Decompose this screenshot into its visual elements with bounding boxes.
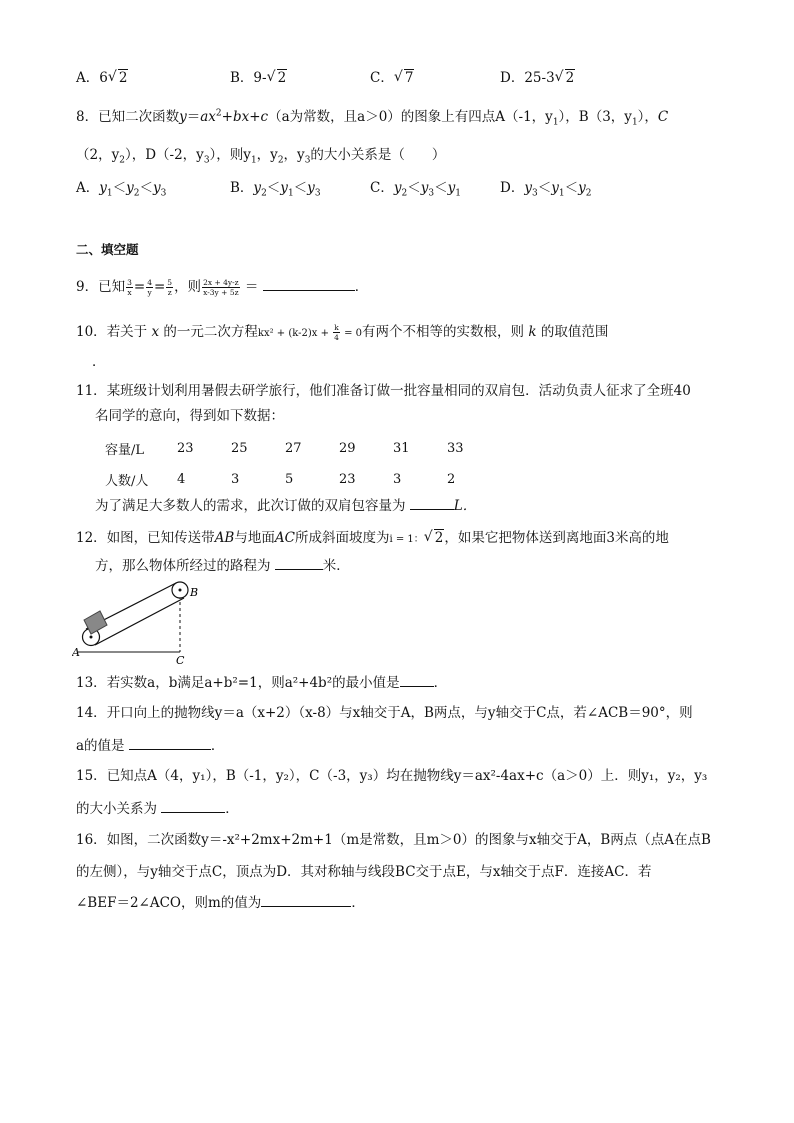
q12-line-1: 12．如图，已知传送带AB与地面AC所成斜面坡度为i = 1：√ 2，如果它把物体送到离地面3米高的地 bbox=[76, 528, 669, 550]
label-b: B bbox=[190, 586, 199, 599]
q12-line-2: 方，那么物体所经过的路程为 米． bbox=[95, 555, 350, 576]
q8-option-c[interactable]: C．$y_2<y_3<y_1$ bbox=[370, 180, 461, 199]
fraction: $\frac{2x + 4y-z}{x-3y + 5z}$ bbox=[203, 278, 239, 297]
q11-line-3: 为了满足大多数人的需求，此次订做的双肩包容量为 L． bbox=[95, 495, 476, 516]
label-a: A bbox=[72, 646, 80, 659]
q15-line-1: 15．已知点A（4，y₁），B（-1，y₂），C（-3，y₃）均在抛物线y＝ax²-4ax+c（a＞0）上．则y₁，y₂，y₃ bbox=[76, 768, 708, 784]
q16-line-3: ∠BEF＝2∠ACO，则m的值为 ． bbox=[76, 892, 365, 913]
q8-option-b[interactable]: B．$y_2<y_1<y_3$ bbox=[230, 180, 321, 199]
answer-blank[interactable] bbox=[161, 798, 225, 813]
q10-line-2: ． bbox=[92, 354, 106, 370]
q9-line: 9．已知 $\frac{3}{x}$ = $\frac{4}{y}$ = $\frac{5}{z}$ ，则 $\frac{2x + 4y-z}{x-3y + 5z}$ ＝ ． bbox=[76, 278, 369, 297]
fraction: $\frac{k}{4}$ bbox=[334, 323, 339, 342]
q8-option-a[interactable]: A．$y_1<y_2<y_3$ bbox=[76, 180, 167, 199]
q11-line-1: 11．某班级计划利用暑假去研学旅行，他们准备订做一批容量相同的双肩包．活动负责人征求了全班40 bbox=[76, 383, 691, 399]
table-row: 人数/人 4 3 5 23 3 2 bbox=[105, 472, 456, 489]
answer-blank[interactable] bbox=[400, 672, 434, 687]
sqrt-symbol: √ 2 bbox=[108, 68, 129, 88]
q13-line: 13．若实数a，b满足a+b²=1，则a²+4b²的最小值是 ． bbox=[76, 672, 447, 693]
sqrt-symbol: √ 7 bbox=[394, 68, 415, 88]
q14-line-2: a的值是 ． bbox=[76, 735, 224, 756]
q16-line-1: 16．如图，二次函数y＝-x²+2mx+2m+1（m是常数，且m＞0）的图象与x轴交于A，B两点（点A在点B bbox=[76, 832, 711, 848]
q10-line-1: 10．若关于 x 的一元二次方程kx² + (k-2)x + $\frac{k}{4}$ = 0有两个不相等的实数根，则 k 的取值范围 bbox=[76, 323, 609, 342]
label-c: C bbox=[176, 654, 185, 666]
answer-blank[interactable] bbox=[263, 276, 355, 291]
answer-blank[interactable] bbox=[275, 555, 323, 570]
belt-bottom bbox=[95, 598, 184, 645]
capacity-table bbox=[105, 433, 501, 495]
answer-blank[interactable] bbox=[129, 735, 211, 750]
fraction: $\frac{5}{z}$ bbox=[167, 278, 173, 297]
fraction: $\frac{3}{x}$ bbox=[127, 278, 132, 297]
answer-blank[interactable] bbox=[410, 495, 454, 510]
answer-blank[interactable] bbox=[261, 892, 351, 907]
q8-line-1: 8．已知二次函数$y=ax^2+bx+c(a$为常数，且a＞0）的图象上有四点A（-1，$y_1$），B（3，$y_1$），C bbox=[76, 108, 669, 128]
section-title: 二、填空题 bbox=[76, 242, 139, 257]
q8-option-d[interactable]: D．$y_3<y_1<y_2$ bbox=[500, 180, 592, 199]
fraction: $\frac{4}{y}$ bbox=[147, 278, 152, 297]
sqrt-symbol: √ 2 bbox=[424, 528, 445, 548]
q8-line-2: （2，$y_2$），D（-2，$y_3$），则$y_1$，$y_2$，$y_3$的大小关系是（ ） bbox=[76, 147, 446, 166]
conveyor-diagram bbox=[72, 580, 212, 666]
q7-option-d[interactable]: D．25-3√ 2 bbox=[500, 68, 575, 88]
q11-line-2: 名同学的意向，得到如下数据： bbox=[95, 408, 284, 424]
q7-option-a[interactable]: A．6√ 2 bbox=[76, 68, 128, 88]
q7-option-b[interactable]: B．9-√ 2 bbox=[230, 68, 287, 88]
table-row: 容量/L 23 25 27 29 31 33 bbox=[105, 441, 464, 458]
q16-line-2: 的左侧），与y轴交于点C，顶点为D．其对称轴与线段BC交于点E，与x轴交于点F．连接AC．若 bbox=[76, 864, 652, 880]
q15-line-2: 的大小关系为 ． bbox=[76, 798, 239, 819]
q14-line-1: 14．开口向上的抛物线y＝a（x+2）（x-8）与x轴交于A，B两点，与y轴交于C点，若∠ACB＝90°，则 bbox=[76, 705, 693, 721]
q7-option-c[interactable]: C．√ 7 bbox=[370, 68, 414, 88]
sqrt-symbol: √ 2 bbox=[267, 68, 288, 88]
sqrt-symbol: √ 2 bbox=[555, 68, 576, 88]
